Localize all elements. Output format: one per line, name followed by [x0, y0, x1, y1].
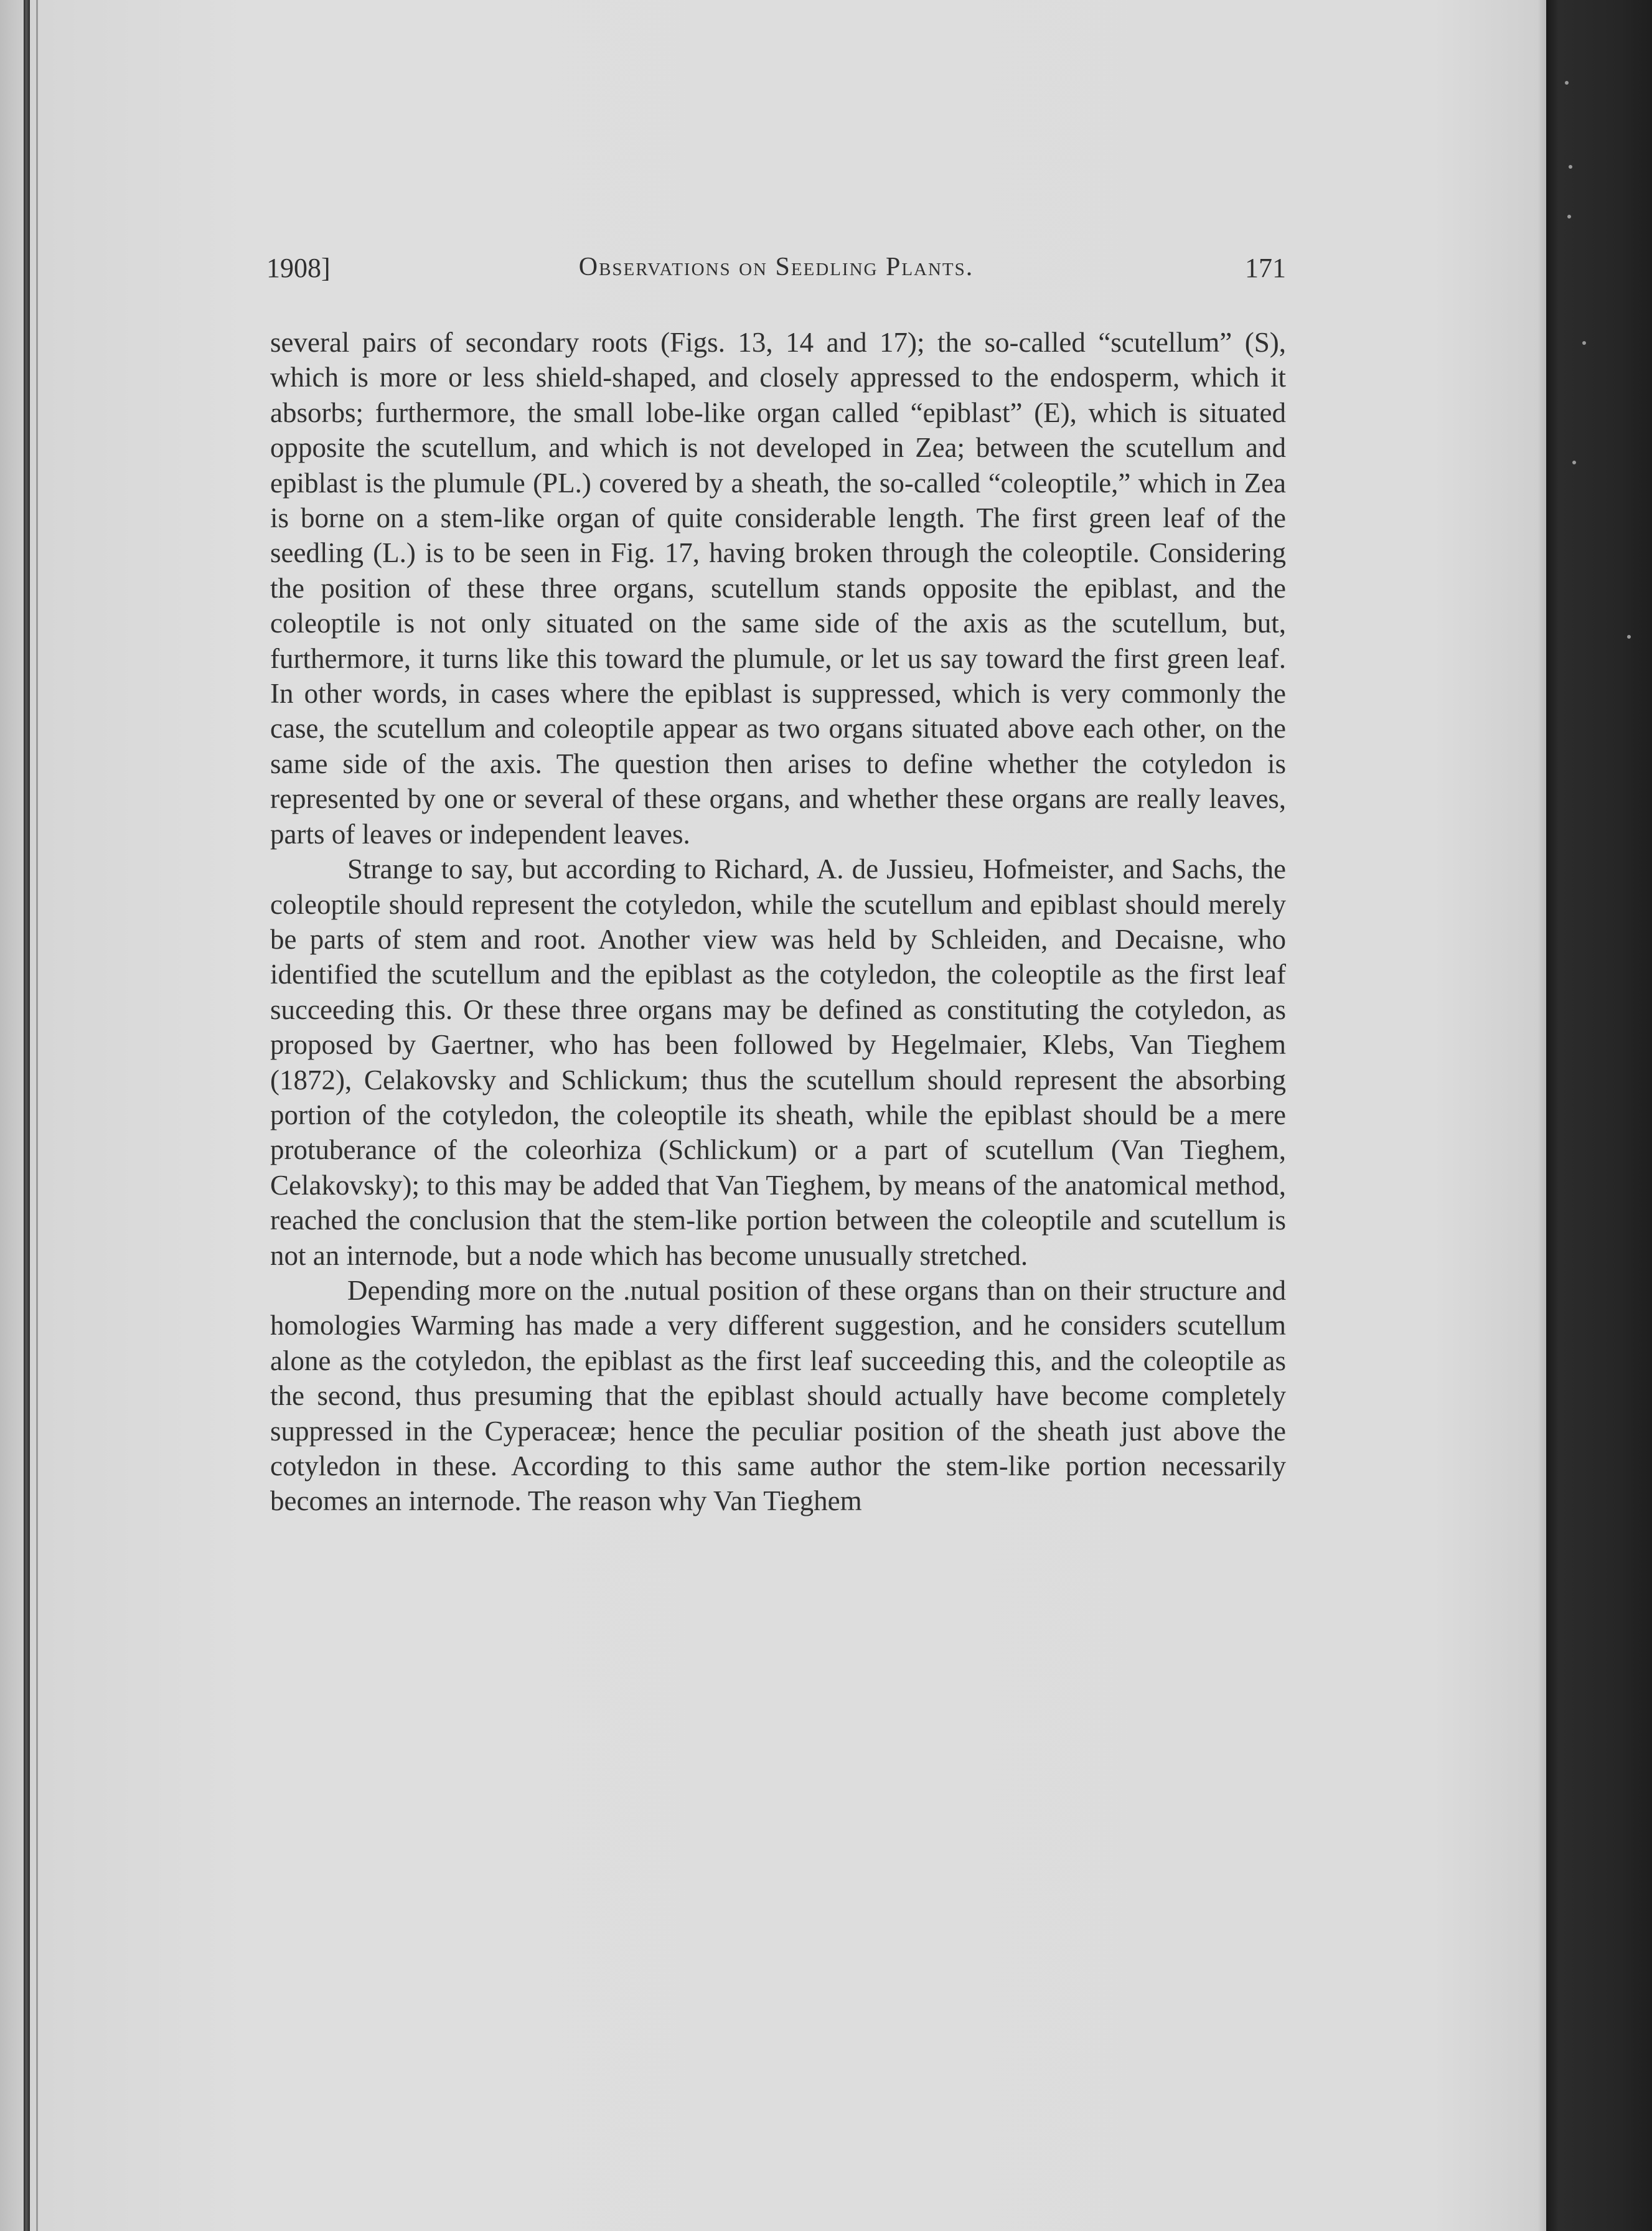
- paragraph-1: several pairs of secondary roots (Figs. 13, 14 and 17); the so-called “scutellum” (S), which is more or less shield-shaped, and closely appressed to the endosperm, which it absorbs; furthermore, the small lobe-like organ called “epiblast” (E), which is situated opposite the scutellum, and which is not developed in Zea; between the scutellum and epiblast is the plumule (PL.) covered by a sheath, the so-called “coleoptile,” which in Zea is borne on a stem-like organ of quite considerable length. The first green leaf of the seedling (L.) is to be seen in Fig. 17, having broken through the coleoptile. Considering the position of these three organs, scutellum stands opposite the epiblast, and the coleoptile is not only situated on the same side of the axis as the scutellum, but, furthermore, it turns like this toward the plumule, or let us say toward the first green leaf. In other words, in cases where the epiblast is suppressed, which is very commonly the case, the scutellum and coleoptile appear as two organs situated above each other, on the same side of the axis. The question then arises to define whether the cotyledon is represented by one or several of these organs, and whether these organs are really leaves, parts of leaves or independent leaves.: [270, 327, 1286, 850]
- paragraph-3: Depending more on the .nutual position of these organs than on their structure and homologies Warming has made a very different suggestion, and he considers scutellum alone as the cotyledon, the epiblast as the first leaf succeeding this, and the coleoptile as the second, thus presuming that the epiblast should actually have become completely suppressed in the Cyperaceæ; hence the peculiar position of the sheath just above the cotyledon in these. According to this same author the stem-like portion necessarily becomes an internode. The reason why Van Tieghem: [270, 1274, 1286, 1517]
- page-number: 171: [1245, 253, 1286, 283]
- body-text: [270, 325, 1286, 1519]
- dark-margin: [1546, 0, 1652, 2231]
- speck: [1565, 81, 1569, 85]
- running-head: [266, 252, 1286, 289]
- paragraph-2: Strange to say, but according to Richard, A. de Jussieu, Hofmeister, and Sachs, the coleoptile should represent the cotyledon, while the scutellum and epiblast should merely be parts of stem and root. Another view was held by Schleiden, and Decaisne, who identified the scutellum and the epiblast as the cotyledon, the coleoptile as the first leaf succeeding this. Or these three organs may be defined as constituting the cotyledon, as proposed by Gaertner, who has been followed by Hegelmaier, Klebs, Van Tieghem (1872), Celakovsky and Schlickum; thus the scutellum should represent the absorbing portion of the cotyledon, the coleoptile its sheath, while the epiblast should be a mere protuberance of the coleorhiza (Schlickum) or a part of scutellum (Van Tieghem, Celakovsky); to this may be added that Van Tieghem, by means of the anatomical method, reached the conclusion that the stem-like portion between the coleoptile and scutellum is not an internode, but a node which has become unusually stretched.: [270, 853, 1286, 1271]
- speck: [1572, 461, 1576, 464]
- speck: [1569, 165, 1572, 169]
- speck: [1582, 341, 1586, 345]
- binding-edge-shadow: [36, 0, 38, 2231]
- speck: [1567, 215, 1571, 218]
- header-title: Observations on Seedling Plants.: [578, 253, 974, 281]
- speck: [1627, 635, 1631, 639]
- header-year: 1908]: [266, 253, 331, 283]
- binding-edge: [24, 0, 30, 2231]
